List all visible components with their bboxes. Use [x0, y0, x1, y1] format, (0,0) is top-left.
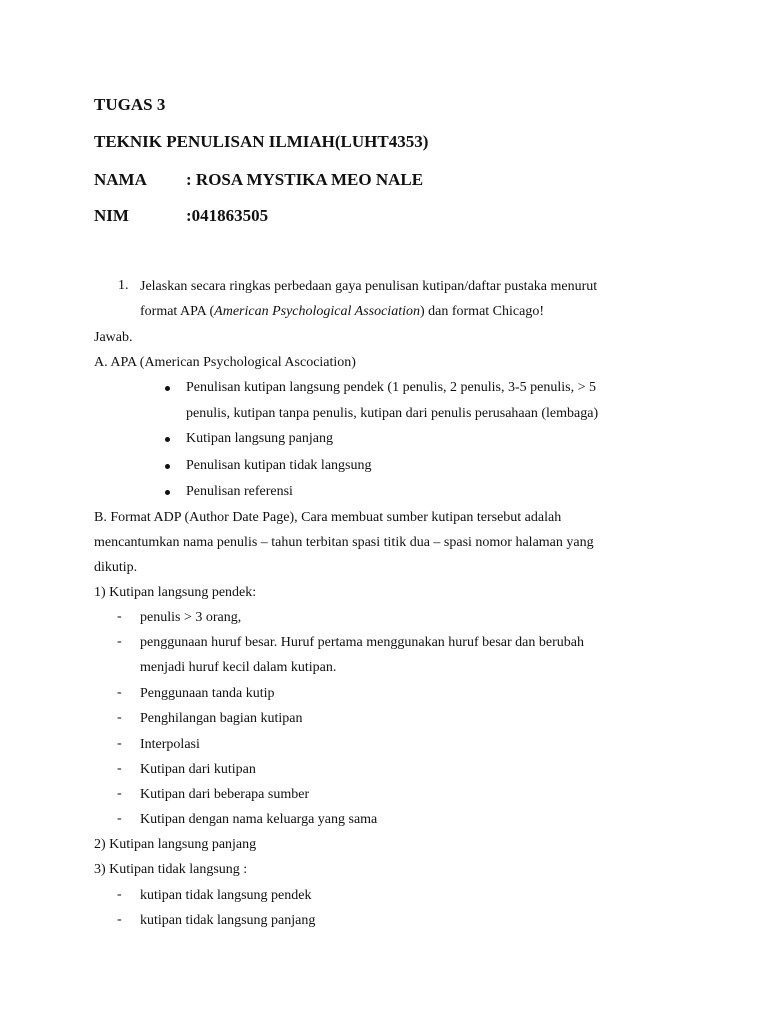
dash-item-2-line-2: menjadi huruf kecil dalam kutipan. — [140, 660, 337, 675]
dash-marker: - — [117, 634, 122, 649]
dash-item-1: penulis > 3 orang, — [140, 610, 242, 625]
apa-bullet-4: Penulisan referensi — [186, 484, 293, 499]
dash-marker: - — [117, 786, 122, 801]
dash-marker: - — [117, 811, 122, 826]
apa-bullet-1-line-2: penulis, kutipan tanpa penulis, kutipan dari penulis perusahaan (lembaga) — [186, 406, 599, 421]
dash-marker: - — [117, 887, 122, 902]
section-2-heading: 2) Kutipan langsung panjang — [94, 837, 257, 852]
bullet-icon — [165, 490, 170, 495]
bullet-icon — [165, 437, 170, 442]
dash-marker: - — [117, 912, 122, 927]
dash-item-5: Interpolasi — [140, 737, 200, 752]
dash-item-2-line-1: penggunaan huruf besar. Huruf pertama menggunakan huruf besar dan berubah — [140, 635, 584, 650]
adp-line-3: dikutip. — [94, 560, 138, 575]
dash-marker: - — [117, 685, 122, 700]
apa-bullet-1-line-1: Penulisan kutipan langsung pendek (1 penulis, 2 penulis, 3-5 penulis, > 5 — [186, 380, 596, 395]
dash-marker: - — [117, 761, 122, 776]
dash-item-7: Kutipan dari beberapa sumber — [140, 787, 310, 802]
apa-bullet-3: Penulisan kutipan tidak langsung — [186, 458, 372, 473]
dash-item-3: Penggunaan tanda kutip — [140, 686, 275, 701]
bullet-icon — [165, 386, 170, 391]
section-3-heading: 3) Kutipan tidak langsung : — [94, 862, 248, 877]
answer-label: Jawab. — [94, 330, 133, 345]
dash-marker: - — [117, 710, 122, 725]
name-value: : ROSA MYSTIKA MEO NALE — [186, 170, 424, 189]
bullet-icon — [165, 464, 170, 469]
dash-marker: - — [117, 736, 122, 751]
dash-item-8: Kutipan dengan nama keluarga yang sama — [140, 812, 378, 827]
dash-item-3-1: kutipan tidak langsung pendek — [140, 888, 312, 903]
name-label: NAMA — [94, 170, 147, 189]
question-line-2: format APA (American Psychological Association) dan format Chicago! — [140, 304, 544, 319]
question-line-1: Jelaskan secara ringkas perbedaan gaya penulisan kutipan/daftar pustaka menurut — [140, 279, 598, 294]
dash-item-6: Kutipan dari kutipan — [140, 762, 256, 777]
nim-label: NIM — [94, 206, 129, 225]
dash-item-4: Penghilangan bagian kutipan — [140, 711, 303, 726]
apa-bullet-2: Kutipan langsung panjang — [186, 431, 333, 446]
section-1-heading: 1) Kutipan langsung pendek: — [94, 585, 257, 600]
assignment-title: TUGAS 3 — [94, 95, 166, 114]
adp-line-1: B. Format ADP (Author Date Page), Cara membuat sumber kutipan tersebut adalah — [94, 510, 562, 525]
question-number: 1. — [118, 278, 129, 293]
dash-item-3-2: kutipan tidak langsung panjang — [140, 913, 316, 928]
dash-marker: - — [117, 609, 122, 624]
nim-value: :041863505 — [186, 206, 269, 225]
course-title: TEKNIK PENULISAN ILMIAH(LUHT4353) — [94, 132, 429, 151]
adp-line-2: mencantumkan nama penulis – tahun terbitan spasi titik dua – spasi nomor halaman yang — [94, 535, 594, 550]
apa-heading: A. APA (American Psychological Ascociation) — [94, 355, 356, 370]
